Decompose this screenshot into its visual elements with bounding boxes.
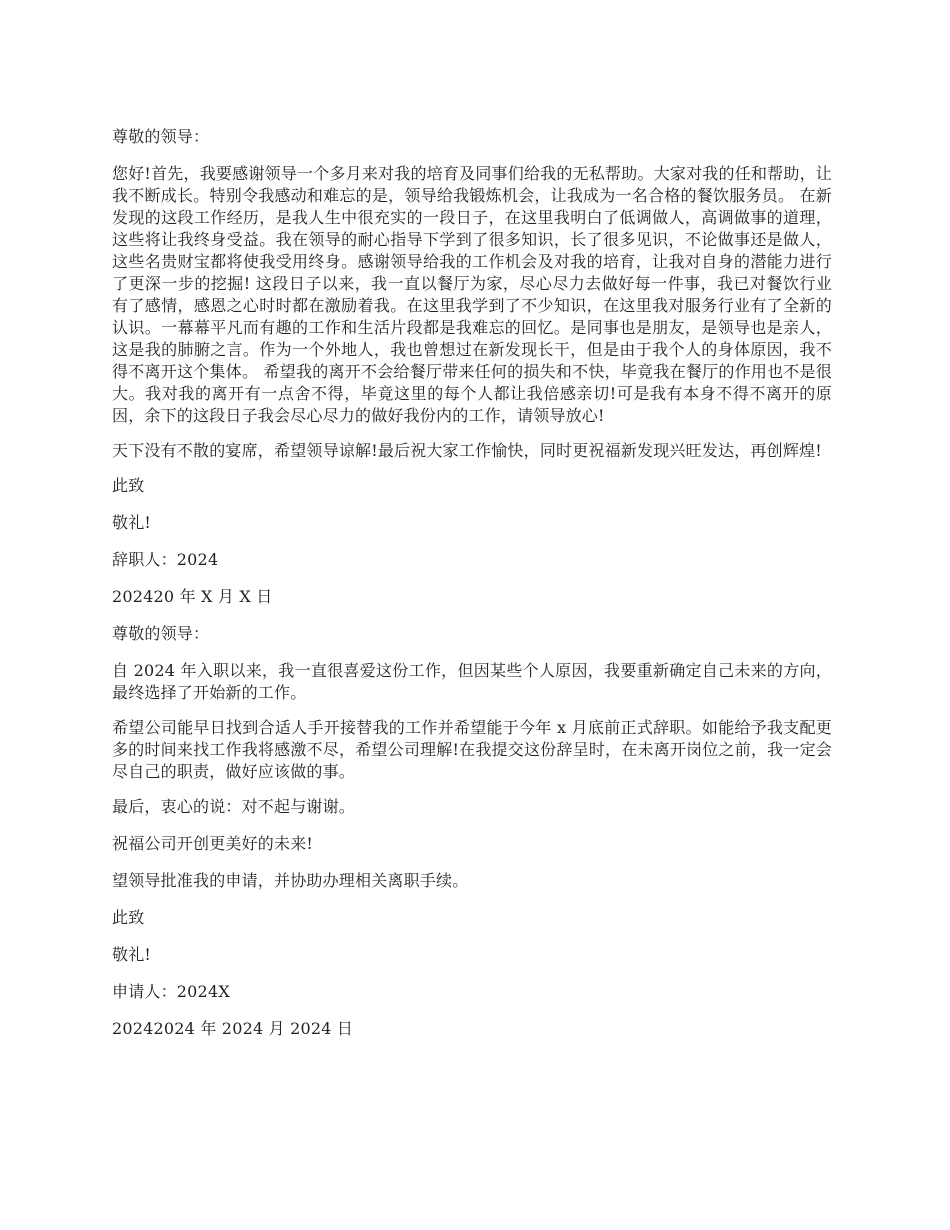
- body-paragraph: 最后，衷心的说：对不起与谢谢。: [112, 797, 356, 816]
- body-paragraph: 希望公司能早日找到合适人手开接替我的工作并希望能于今年 x 月底前正式辞职。如能给予我支配更多的时间来找工作我将感激不尽，希望公司理解!在我提交这份辞呈时，在未离开岗位之前，我一定会尽自己的职责，做好应该做的事。: [112, 718, 832, 781]
- salutation: 尊敬的领导：: [112, 127, 210, 146]
- body-paragraph: 自 2024 年入职以来，我一直很喜爱这份工作，但因某些个人原因，我要重新确定自己未来的方向，最终选择了开始新的工作。: [112, 661, 832, 702]
- date-line: 20242024 年 2024 月 2024 日: [112, 1019, 354, 1038]
- body-paragraph: 天下没有不散的宴席，希望领导谅解!最后祝大家工作愉快，同时更祝福新发现兴旺发达，再创辉煌!: [112, 441, 822, 460]
- signer-line: 辞职人：2024: [112, 550, 219, 569]
- closing-line: 此致: [112, 476, 145, 495]
- signer-line: 申请人：2024X: [112, 982, 230, 1001]
- date-line: 202420 年 X 月 X 日: [112, 587, 273, 606]
- body-paragraph: 您好!首先，我要感谢领导一个多月来对我的培育及同事们给我的无私帮助。大家对我的任和帮助，让我不断成长。特别令我感动和难忘的是，领导给我锻炼机会，让我成为一名合格的餐饮服务员。 在新发现的这段工作经历，是我人生中很充实的一段日子，在这里我明白了低调做人，高调做事的道理，这些将让我终身受益。我在领导的耐心指导下学到了很多知识，长了很多见识，不论做事还是做人，这些名贵财宝都将使我受用终身。感谢领导给我的工作机会及对我的培育，让我对自身的潜能力进行了更深一步的挖掘! 这段日子以来，我一直以餐厅为家，尽心尽力去做好每一件事，我已对餐饮行业有了感情，感恩之心时时都在激励着我。在这里我学到了不少知识，在这里我对服务行业有了全新的认识。一幕幕平凡而有趣的工作和生活片段都是我难忘的回忆。是同事也是朋友，是领导也是亲人，这是我的肺腑之言。作为一个外地人，我也曾想过在新发现长干，但是由于我个人的身体原因，我不得不离开这个集体。 希望我的离开不会给餐厅带来任何的损失和不快，毕竟我在餐厅的作用也不是很大。我对我的离开有一点舍不得，毕竟这里的每个人都让我倍感亲切!可是我有本身不得不离开的原因，余下的这段日子我会尽心尽力的做好我份内的工作，请领导放心!: [112, 164, 832, 425]
- salutation: 尊敬的领导：: [112, 624, 210, 643]
- closing-line: 敬礼!: [112, 513, 152, 532]
- body-paragraph: 祝福公司开创更美好的未来!: [112, 834, 314, 853]
- closing-line: 敬礼!: [112, 945, 152, 964]
- body-paragraph: 望领导批准我的申请，并协助办理相关离职手续。: [112, 871, 469, 890]
- closing-line: 此致: [112, 908, 145, 927]
